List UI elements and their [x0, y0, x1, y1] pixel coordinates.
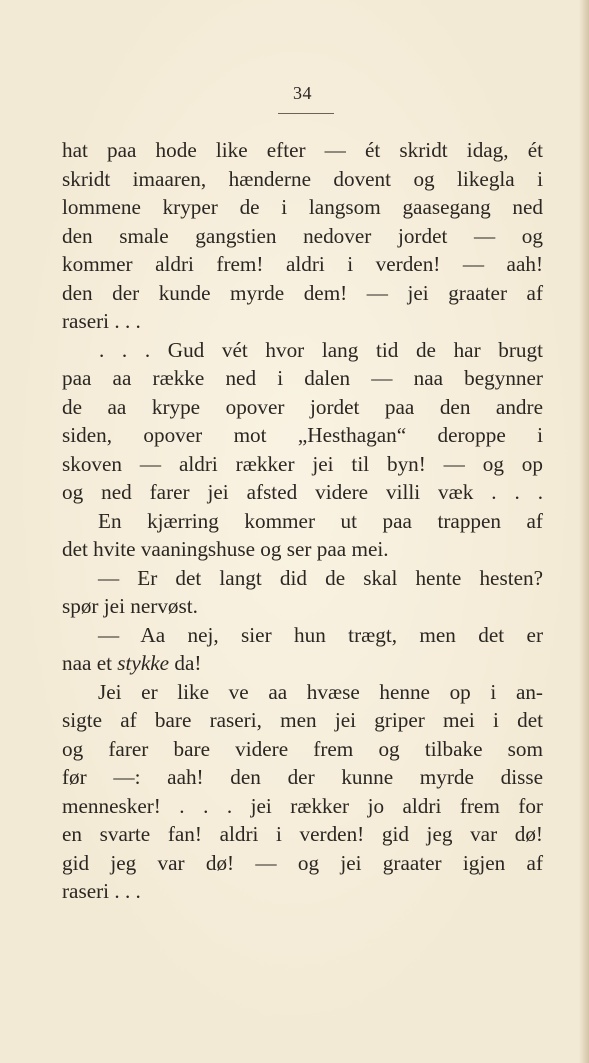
- text-line: siden, opover mot „Hesthagan“ deroppe i: [62, 423, 543, 447]
- text-line: sigte af bare raseri, men jei griper mei i det: [62, 708, 543, 732]
- text-line: skridt imaaren, hænderne dovent og likegla i: [62, 166, 543, 191]
- text-line: Jei er like ve aa hvæse henne op i an-: [98, 679, 543, 704]
- emphasized-word: stykke: [117, 651, 170, 675]
- body-text: [62, 136, 543, 906]
- text-line: gid jeg var dø! — og jei graater igjen af: [62, 850, 543, 875]
- page-edge-shadow: [579, 0, 589, 1063]
- text-line-with-emphasis: [62, 649, 543, 678]
- text-line: raseri . . .: [62, 309, 141, 333]
- text-line: den der kunde myrde dem! — jei graater af: [62, 280, 543, 305]
- text-line: En kjærring kommer ut paa trappen af: [98, 508, 543, 533]
- text-fragment: naa et: [62, 651, 112, 675]
- text-line: — Er det langt did de skal hente hesten?: [98, 565, 543, 590]
- text-line: — Aa nej, sier hun trægt, men det er: [98, 622, 543, 647]
- text-line: før —: aah! den der kunne myrde disse: [62, 765, 543, 789]
- text-line: og farer bare videre frem og tilbake som: [62, 736, 543, 761]
- text-line: og ned farer jei afsted videre villi væk . . .: [62, 480, 543, 504]
- text-line: . . . Gud vét hvor lang tid de har brugt: [99, 337, 543, 362]
- page-number-rule: [278, 113, 334, 114]
- text-line: spør jei nervøst.: [62, 594, 198, 618]
- page-number: 34: [293, 83, 312, 103]
- text-line: kommer aldri frem! aldri i verden! — aah!: [62, 252, 543, 276]
- text-line: hat paa hode like efter — ét skridt idag, ét: [62, 138, 543, 162]
- text-line: mennesker! . . . jei rækker jo aldri frem for: [62, 793, 543, 818]
- text-line: det hvite vaaningshuse og ser paa mei.: [62, 537, 389, 561]
- text-line: lommene kryper de i langsom gaasegang ned: [62, 195, 543, 219]
- text-line: de aa krype opover jordet paa den andre: [62, 394, 543, 419]
- text-line: en svarte fan! aldri i verden! gid jeg var dø!: [62, 822, 543, 846]
- text-fragment: da!: [174, 651, 202, 675]
- text-line: paa aa række ned i dalen — naa begynner: [62, 366, 543, 390]
- text-line: den smale gangstien nedover jordet — og: [62, 223, 543, 248]
- text-line: skoven — aldri rækker jei til byn! — og op: [62, 451, 543, 476]
- text-line: raseri . . .: [62, 879, 141, 903]
